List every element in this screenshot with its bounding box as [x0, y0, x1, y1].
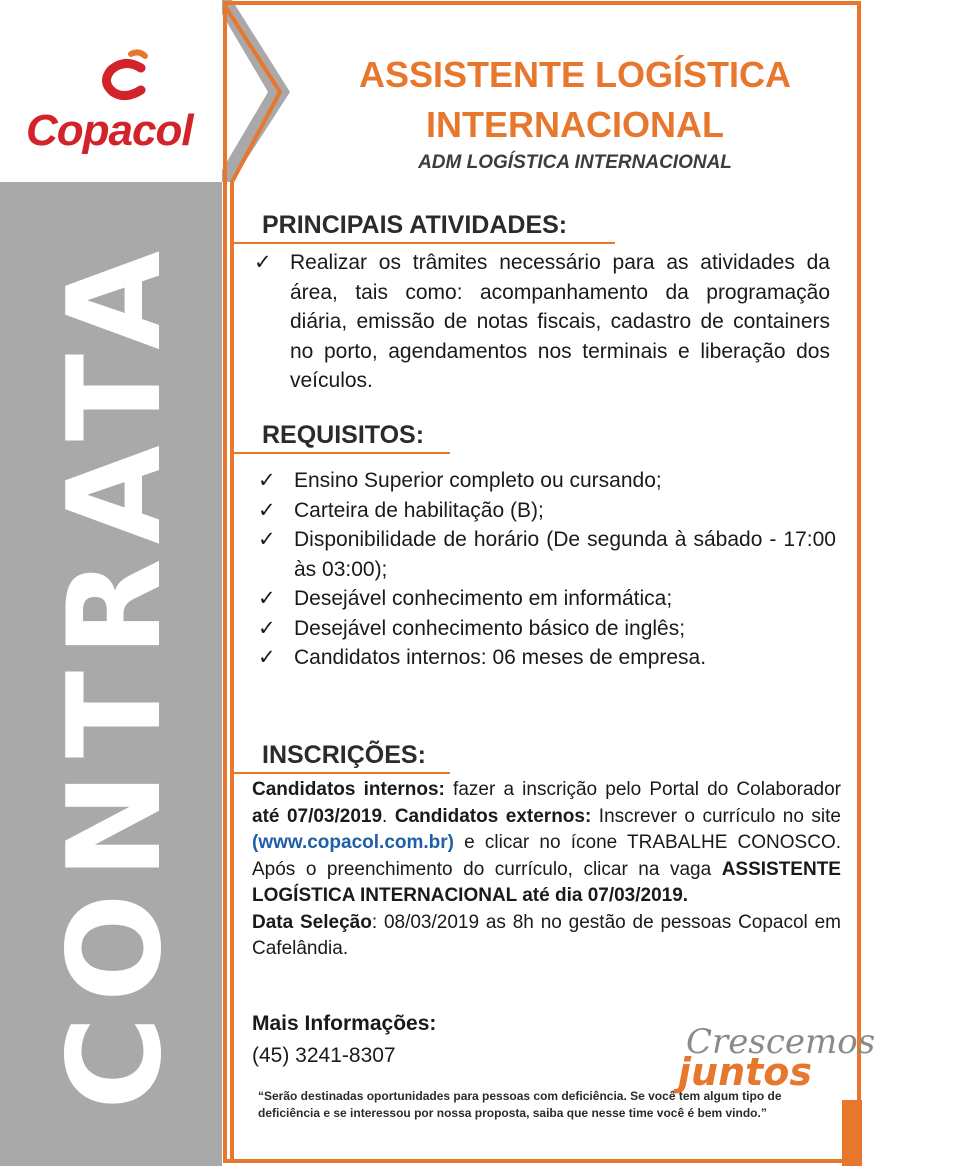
- job-subtitle: ADM LOGÍSTICA INTERNACIONAL: [418, 152, 732, 173]
- list-item: ✓ Realizar os trâmites necessário para as atividades da área, tais como: acompanhamento da programação diária, emissão de notas fiscais, cadastro de containers no porto, agendamentos nos terminais e liberação dos veículos.: [254, 248, 830, 396]
- section-heading-requisitos: REQUISITOS:: [262, 421, 425, 449]
- check-icon: ✓: [254, 251, 272, 274]
- list-item: ✓ Desejável conhecimento básico de inglês;: [258, 614, 836, 644]
- copacol-logo-icon: [95, 48, 155, 104]
- list-item: ✓ Disponibilidade de horário (De segunda à sábado - 17:00 às 03:00);: [258, 525, 836, 584]
- section-underline: [232, 242, 615, 244]
- requisitos-list: [258, 466, 836, 673]
- section-heading-atividades: PRINCIPAIS ATIVIDADES:: [262, 211, 568, 239]
- slogan-juntos: juntos: [678, 1050, 813, 1094]
- job-title-line1: ASSISTENTE LOGÍSTICA: [358, 54, 792, 95]
- site-link[interactable]: (www.copacol.com.br): [252, 832, 454, 853]
- slogan-crescemos: Crescemos: [686, 1022, 876, 1062]
- check-icon: ✓: [258, 469, 276, 492]
- list-item: ✓ Candidatos internos: 06 meses de empresa.: [258, 643, 836, 673]
- phone-number: (45) 3241-8307: [252, 1044, 396, 1067]
- inscricoes-paragraph: Candidatos internos: fazer a inscrição pelo Portal do Colaborador até 07/03/2019. Candidatos externos: Inscrever o currículo no site (www.copacol.com.br) e clicar no ícone TRABALHE CONOSCO. Após o preenchimento do currículo, clicar na vaga ASSISTENTE LOGÍSTICA INTERNACIONAL até dia 07/03/2019. Data Seleção: 08/03/2019 as 8h no gestão de pessoas Copacol em Cafelândia.: [252, 779, 841, 959]
- list-item: ✓ Desejável conhecimento em informática;: [258, 584, 836, 614]
- atividades-list: [254, 248, 830, 396]
- section-underline: [232, 772, 450, 774]
- section-underline: [232, 452, 450, 454]
- check-icon: ✓: [258, 616, 276, 640]
- check-icon: ✓: [258, 528, 276, 551]
- inclusion-note: “Serão destinadas oportunidades para pessoas com deficiência. Se você tem algum tipo de deficiência e se interessou por nossa proposta, saiba que nesse time você é bem vindo.”: [258, 1089, 782, 1120]
- check-icon: ✓: [258, 498, 276, 522]
- check-icon: ✓: [258, 587, 276, 610]
- section-heading-inscricoes: INSCRIÇÕES:: [262, 741, 426, 769]
- contrata-banner: CONTRATA: [41, 236, 190, 1110]
- list-item: ✓ Carteira de habilitação (B);: [258, 496, 836, 526]
- info-heading: Mais Informações:: [252, 1012, 437, 1035]
- job-title-line2: INTERNACIONAL: [426, 104, 724, 145]
- bottom-right-accent: [842, 1100, 862, 1166]
- list-item: ✓ Ensino Superior completo ou cursando;: [258, 466, 836, 496]
- copacol-logo: Copacol: [26, 106, 193, 155]
- check-icon: ✓: [258, 646, 276, 669]
